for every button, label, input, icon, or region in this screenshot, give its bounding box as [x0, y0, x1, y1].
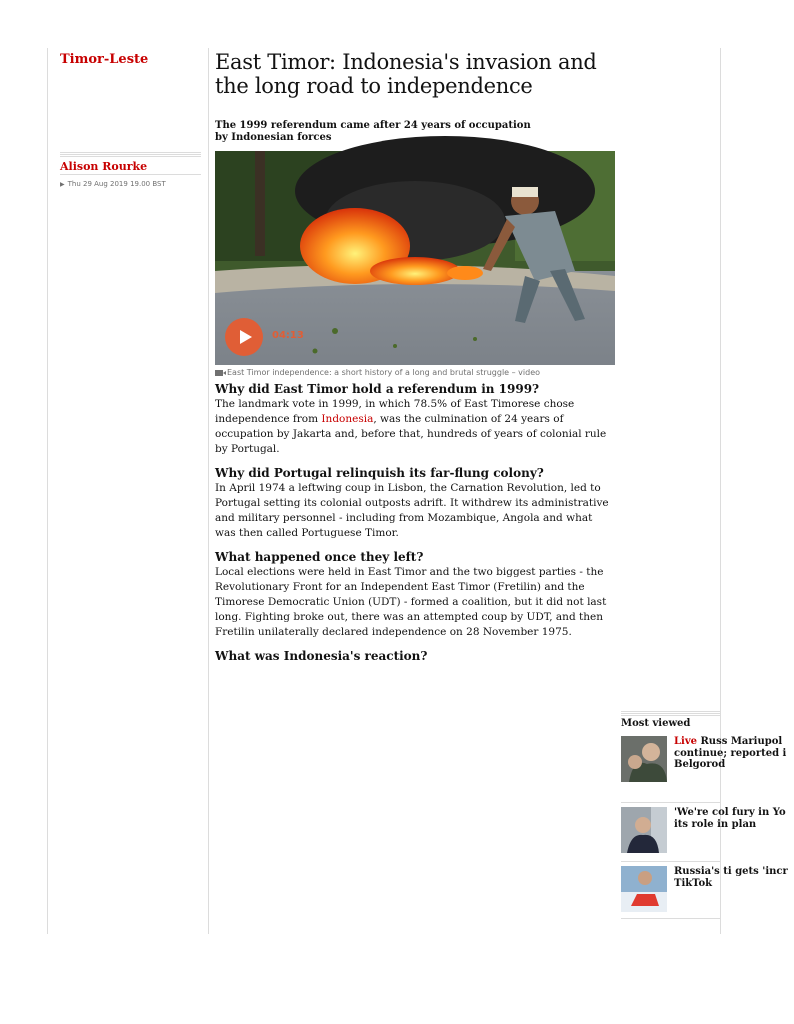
article-headline: East Timor: Indonesia's invasion and the long road to independence [215, 50, 597, 98]
most-viewed-headline [674, 736, 794, 771]
left-border [47, 48, 48, 934]
subheading: What happened once they left? [215, 550, 424, 564]
paragraph-text: The landmark vote in 1999, in which 78.5% of East Timorese chose independence from [215, 398, 575, 425]
most-viewed-separator [621, 918, 721, 919]
most-viewed-separator [621, 861, 721, 862]
video-player[interactable] [215, 151, 615, 365]
most-viewed-thumbnail [621, 736, 667, 782]
video-caption-text: East Timor independence: a short history of a long and brutal struggle – video [227, 368, 541, 377]
paragraph [215, 397, 615, 457]
video-camera-icon [215, 370, 223, 376]
most-viewed-separator [621, 802, 721, 803]
section-link[interactable]: Timor-Leste [60, 52, 149, 67]
most-viewed-text: Russ Mariupol continue; reported i Belgorod [674, 736, 787, 770]
byline-rule [60, 152, 201, 158]
subheading: Why did Portugal relinquish its far-flung colony? [215, 466, 544, 480]
paragraph: In April 1974 a leftwing coup in Lisbon, the Carnation Revolution, led to Portugal setting its colonial outposts adrift. It withdrew its administrative and military personnel - including from Mozambique, Angola and what was then called Portuguese Timor. [215, 482, 609, 539]
subheading: Why did East Timor hold a referendum in 1999? [215, 382, 540, 396]
meta-rule [60, 174, 201, 175]
most-viewed-headline: 'We're col fury in Yo its role in plan [674, 807, 786, 830]
most-viewed-item[interactable] [621, 866, 788, 916]
indonesia-link[interactable]: Indonesia [321, 413, 374, 425]
live-badge: Live [674, 736, 698, 747]
most-viewed-heading: Most viewed [621, 718, 691, 729]
video-duration: 04:13 [272, 330, 304, 341]
most-viewed-headline: Russia's ti gets 'incr TikTok [674, 866, 788, 889]
paragraph: Local elections were held in East Timor and the two biggest parties - the Revolutionary Front for an Independent East Timor (Fretilin) and the Timorese Democratic Union (UDT) - formed a coalition, but it did not last long. Fighting broke out, there was an attempted coup by UDT, and then Fretilin unilaterally declared independence on 28 November 1975. [215, 566, 607, 638]
most-viewed-rule [621, 711, 721, 717]
play-button[interactable] [225, 318, 263, 356]
paragraph-text: , was the culmination of 24 years of occupation by Jakarta and, before that, hundreds of years of colonial rule by Portugal. [215, 413, 607, 455]
author-link[interactable]: Alison Rourke [60, 160, 148, 173]
most-viewed-thumbnail [621, 866, 667, 912]
publish-date[interactable] [60, 180, 166, 188]
article-standfirst: The 1999 referendum came after 24 years of occupation by Indonesian forces [215, 120, 531, 143]
article-body [215, 381, 615, 664]
most-viewed-item[interactable] [621, 807, 786, 857]
video-caption [215, 368, 615, 377]
expand-triangle-icon: ▶ [60, 181, 65, 188]
most-viewed-item[interactable] [621, 736, 787, 796]
publish-date-text: Thu 29 Aug 2019 19.00 BST [67, 180, 166, 188]
subheading: What was Indonesia's reaction? [215, 649, 428, 663]
column-divider [208, 48, 209, 934]
most-viewed-thumbnail [621, 807, 667, 853]
play-icon [240, 330, 252, 344]
